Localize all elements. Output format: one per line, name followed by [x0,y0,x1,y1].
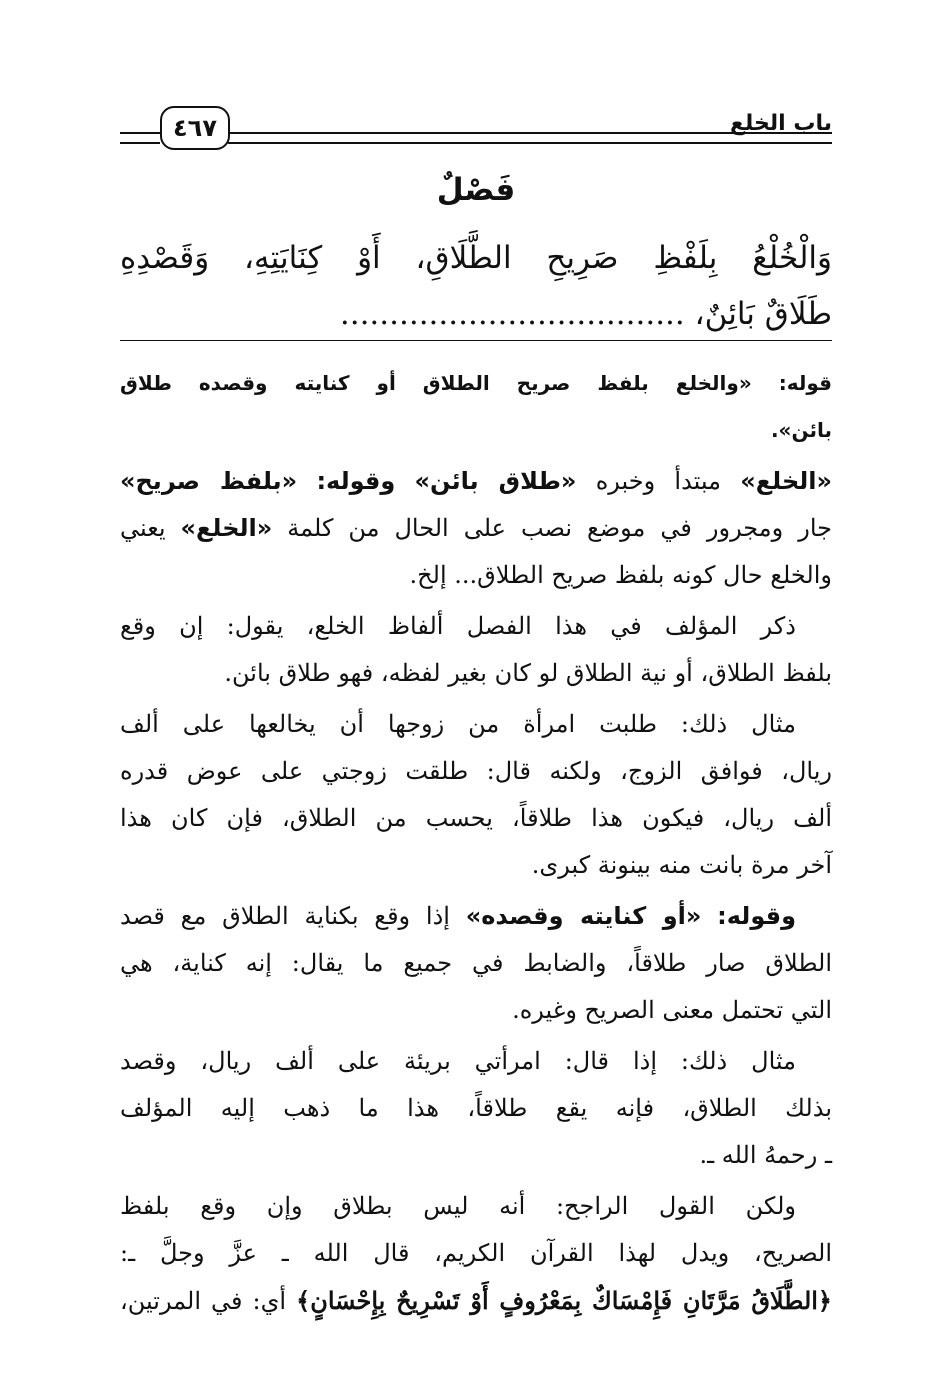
paragraph-6 [120,1038,832,1179]
p3-line-1: ذكر المؤلف في هذا الفصل ألفاظ الخلع، يقول: إن وقع [120,612,796,640]
paragraph-7 [120,1183,832,1324]
paragraph-4 [120,701,832,889]
paragraph-1 [120,360,832,454]
matn-divider [120,340,832,341]
quran-verse: ﴿الطَّلَاقُ مَرَّتَانِ فَإِمْسَاكٌ بِمَعْرُوفٍ أَوْ تَسْرِيحٌ بِإِحْسَانٍ﴾ [296,1286,832,1315]
paragraph-3 [120,603,832,697]
commentary [120,360,832,1328]
header-rule-left [120,132,160,144]
p6-line-1: مثال ذلك: إذا قال: امرأتي بريئة على ألف ريال، وقصد [120,1047,796,1075]
running-header [120,102,832,152]
p4-line-1: مثال ذلك: طلبت امرأة من زوجها أن يخالعها على ألف [120,710,796,738]
p2-term-bilafz: «بلفظ صريح» [120,467,298,495]
page-number: ٤٦٧ [160,106,230,150]
p4-line-2: ريال، فوافق الزوج، ولكنه قال: طلقت زوجتي على عوض قدره [120,757,832,785]
p3-line-2: بلفظ الطلاق، أو نية الطلاق لو كان بغير لفظه، فهو طلاق بائن. [224,659,832,687]
p1-quote: «والخلع بلفظ صريح الطلاق أو كنايته وقصده طلاق [120,371,752,395]
p2-text-3: يعني [120,514,166,542]
p1-label: قوله: [778,371,832,395]
p5-quote: «أو كنايته وقصده» [465,902,702,930]
p2-line-1 [120,458,832,505]
p2-term-talaq-bain: «طلاق بائن» [414,467,577,495]
p2-term-khul-2: «الخلع» [180,514,273,542]
p2-text-1: مبتدأ وخبره [595,467,722,495]
p5-text: إذا وقع بكناية الطلاق مع قصد [120,902,450,930]
p7-text: أي: في المرتين، [120,1287,287,1315]
matn-line-1: وَالْخُلْعُ بِلَفْظِ صَرِيحِ الطَّلَاقِ، أَوْ كِنَايَتِهِ، وَقَصْدِهِ [120,240,832,276]
p6-line-2: بذلك الطلاق، فإنه يقع طلاقاً، هذا ما ذهب إليه المؤلف [120,1094,832,1122]
p1-line-1 [120,360,832,407]
p7-line-3 [120,1277,832,1324]
p2-label: وقوله: [316,467,396,495]
matn-line-2 [120,286,832,342]
p7-line-2: الصريح، ويدل لهذا القرآن الكريم، قال الله ـ عزَّ وجلَّ ـ: [120,1239,832,1267]
p5-line-2: الطلاق صار طلاقاً، والضابط في جميع ما يقال: إنه كناية، هي [120,949,832,977]
p5-label: وقوله: [717,902,796,930]
paragraph-2 [120,458,832,599]
paragraph-5 [120,893,832,1034]
p5-line-3: التي تحتمل معنى الصريح وغيره. [512,996,832,1024]
p7-line-1: ولكن القول الراجح: أنه ليس بطلاق وإن وقع بلفظ [120,1192,796,1220]
matn-text [120,230,832,342]
book-page [120,0,832,1390]
p2-term-khul: «الخلع» [740,467,833,495]
p4-line-4: آخر مرة بانت منه بينونة كبرى. [531,851,832,879]
p2-text-2: جار ومجرور في موضع نصب على الحال من كلمة [287,514,832,542]
chapter-title: باب الخلع [730,111,832,136]
header-rule-right [228,132,832,144]
p5-line-1 [120,893,832,940]
p2-line-3: والخلع حال كونه بلفظ صريح الطلاق... إلخ. [409,561,832,589]
section-heading: فَصْلٌ [436,172,516,208]
p6-line-3: ـ رحمهُ الله ـ. [699,1141,832,1169]
p1-line-2: بائن». [770,418,832,442]
p4-line-3: ألف ريال، فيكون هذا طلاقاً، يحسب من الطلاق، فإن كان هذا [120,804,832,832]
p2-line-2 [120,505,832,552]
matn-dots: ................................... [339,296,685,332]
matn-line-2-text: طَلَاقٌ بَائِنٌ، [694,296,832,332]
